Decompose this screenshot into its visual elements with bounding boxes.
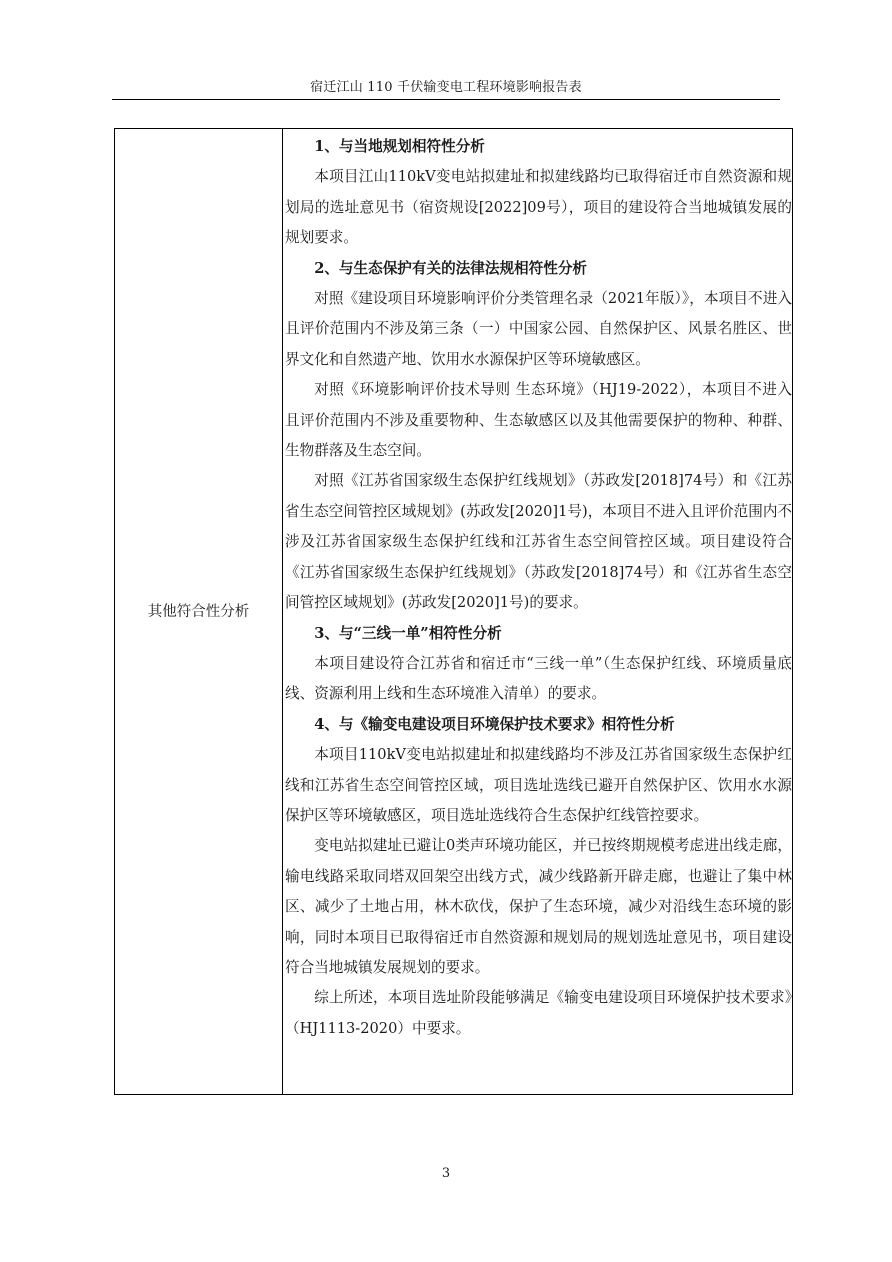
paragraph: 变电站拟建址已避让0类声环境功能区，并已按终期规模考虑进出线走廊，输电线路采取同塔双回架空出线方式，减少线路新开辟走廊，也避让了集中林区、减少了土地占用，林木砍伐，保护了生态环境，减少对沿线生态环境的影响，同时本项目已取得宿迁市自然资源和规划局的规划选址意见书，项目建设符合当地城镇发展规划的要求。	[285, 837, 792, 976]
paragraph: 本项目江山110kV变电站拟建址和拟建线路均已取得宿迁市自然资源和规划局的选址意见书（宿资规设[2022]09号），项目的建设符合当地城镇发展的规划要求。	[285, 168, 792, 247]
paragraph: 对照《江苏省国家级生态保护红线规划》（苏政发[2018]74号）和《江苏省生态空间管控区域规划》(苏政发[2020]1号)，本项目不进入且评价范围内不涉及江苏省国家级生态保护红线和江苏省生态空间管控区域。项目建设符合《江苏省国家级生态保护红线规划》（苏政发[2018]74号）和《江苏省生态空间管控区域规划》(苏政发[2020]1号)的要求。	[285, 472, 793, 612]
paragraph: 本项目110kV变电站拟建址和拟建线路均不涉及江苏省国家级生态保护红线和江苏省生态空间管控区域，项目选址选线已避开自然保护区、饮用水水源保护区等环境敏感区，项目选址选线符合生态保护红线管控要求。	[285, 746, 792, 824]
paragraph: 对照《环境影响评价技术导则 生态环境》（HJ19-2022），本项目不进入且评价范围内不涉及重要物种、生态敏感区以及其他需要保护的物种、种群、生物群落及生态空间。	[285, 381, 792, 460]
paragraph: 综上所述，本项目选址阶段能够满足《输变电建设项目环境保护技术要求》（HJ1113-2020）中要求。	[285, 989, 792, 1037]
section-heading-three-lines: 3、与“三线一单”相符性分析	[314, 624, 502, 642]
header-divider	[112, 99, 780, 100]
analysis-table	[114, 128, 793, 1095]
row-label: 其他符合性分析	[147, 604, 250, 620]
paragraph: 对照《建设项目环境影响评价分类管理名录（2021年版）》，本项目不进入且评价范围内不涉及第三条（一）中国家公园、自然保护区、风景名胜区、世界文化和自然遗产地、饮用水水源保护区等环境敏感区。	[285, 290, 792, 368]
section-heading-ecology-law: 2、与生态保护有关的法律法规相符性分析	[314, 259, 588, 277]
section-heading-tech-requirements: 4、与《输变电建设项目环境保护技术要求》相符性分析	[314, 715, 675, 733]
paragraph: 本项目建设符合江苏省和宿迁市“三线一单”（生态保护红线、环境质量底线、资源利用上线和生态环境准入清单）的要求。	[285, 654, 792, 703]
analysis-content	[283, 132, 792, 1044]
section-heading-planning: 1、与当地规划相符性分析	[314, 138, 485, 155]
page-number: 3	[441, 1166, 451, 1181]
page-header-title: 宿迁江山 110 千伏输变电工程环境影响报告表	[310, 80, 582, 95]
